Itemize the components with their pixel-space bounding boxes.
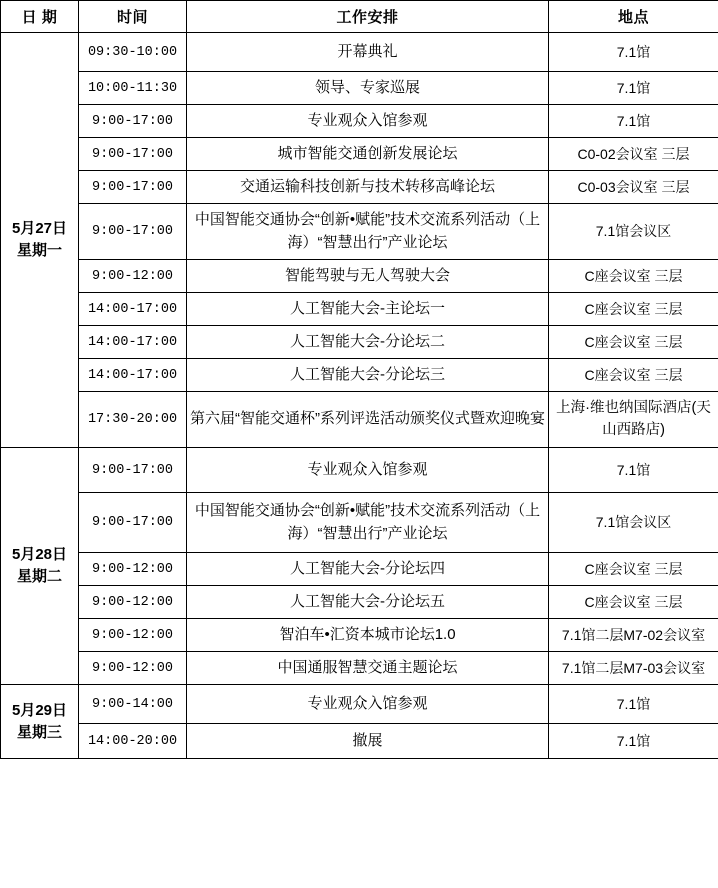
- header-row: [1, 1, 718, 33]
- location-text: C座会议室 三层: [584, 560, 683, 577]
- table-row: [1, 493, 718, 553]
- location-text: C座会议室 三层: [584, 593, 683, 610]
- time-cell: 9:00-17:00: [79, 105, 187, 138]
- location-text: C座会议室 三层: [584, 366, 683, 383]
- table-row: [1, 138, 718, 171]
- table-body: [1, 33, 718, 759]
- location-cell: [549, 392, 718, 448]
- time-cell: 09:30-10:00: [79, 33, 187, 72]
- location-cell: [549, 138, 718, 171]
- activity-cell: 领导、专家巡展: [187, 72, 549, 105]
- table-row: [1, 72, 718, 105]
- location-cell: [549, 359, 718, 392]
- time-cell: 9:00-17:00: [79, 493, 187, 553]
- location-text: 7.1馆二层M7-03会议室: [561, 659, 706, 676]
- time-cell: 14:00-17:00: [79, 359, 187, 392]
- time-cell: 17:30-20:00: [79, 392, 187, 448]
- time-cell: 9:00-17:00: [79, 204, 187, 260]
- activity-cell: 中国智能交通协会“创新•赋能”技术交流系列活动（上海）“智慧出行”产业论坛: [187, 204, 549, 260]
- activity-cell: 撤展: [187, 724, 549, 759]
- activity-cell: 专业观众入馆参观: [187, 448, 549, 493]
- time-cell: 9:00-17:00: [79, 448, 187, 493]
- date-line: 星期一: [16, 242, 62, 259]
- column-header-date: 日 期: [1, 1, 79, 33]
- date-line: 星期三: [16, 723, 62, 741]
- activity-cell: 人工智能大会-分论坛五: [187, 586, 549, 619]
- time-cell: 9:00-17:00: [79, 138, 187, 171]
- time-cell: 9:00-12:00: [79, 260, 187, 293]
- location-text: 7.1馆二层M7-02会议室: [561, 626, 706, 643]
- location-cell: [549, 448, 718, 493]
- date-cell: [1, 685, 79, 759]
- activity-cell: 专业观众入馆参观: [187, 685, 549, 724]
- activity-cell: 交通运输科技创新与技术转移高峰论坛: [187, 171, 549, 204]
- location-cell: [549, 724, 718, 759]
- time-cell: 9:00-12:00: [79, 553, 187, 586]
- location-text: 7.1馆: [616, 732, 651, 749]
- date-line: 5月27日: [11, 220, 68, 238]
- time-cell: 9:00-17:00: [79, 171, 187, 204]
- column-header-activity: 工作安排: [187, 1, 549, 33]
- activity-cell: 开幕典礼: [187, 33, 549, 72]
- activity-cell: 人工智能大会-分论坛三: [187, 359, 549, 392]
- location-text: 7.1馆: [616, 695, 651, 712]
- location-cell: [549, 260, 718, 293]
- activity-cell: 中国通服智慧交通主题论坛: [187, 652, 549, 685]
- time-cell: 14:00-20:00: [79, 724, 187, 759]
- location-cell: [549, 171, 718, 204]
- location-text: 7.1馆: [616, 461, 651, 478]
- table-row: [1, 586, 718, 619]
- activity-cell: 城市智能交通创新发展论坛: [187, 138, 549, 171]
- location-text: 上海·维也纳国际酒店(天山西路店): [556, 400, 711, 438]
- activity-cell: 人工智能大会-分论坛二: [187, 326, 549, 359]
- time-cell: 9:00-12:00: [79, 619, 187, 652]
- time-cell: 9:00-14:00: [79, 685, 187, 724]
- table-row: [1, 392, 718, 448]
- location-text: 7.1馆: [616, 112, 651, 129]
- location-cell: [549, 72, 718, 105]
- table-row: [1, 724, 718, 759]
- location-cell: [549, 619, 718, 652]
- time-cell: 14:00-17:00: [79, 293, 187, 326]
- location-cell: [549, 493, 718, 553]
- table-row: [1, 171, 718, 204]
- activity-cell: 专业观众入馆参观: [187, 105, 549, 138]
- column-header-time: 时间: [79, 1, 187, 33]
- location-cell: [549, 105, 718, 138]
- time-cell: 14:00-17:00: [79, 326, 187, 359]
- activity-cell: 智能驾驶与无人驾驶大会: [187, 260, 549, 293]
- location-text: 7.1馆会议区: [595, 514, 672, 531]
- table-row: [1, 293, 718, 326]
- table-row: [1, 260, 718, 293]
- table-row: [1, 33, 718, 72]
- date-line: 5月29日: [11, 701, 68, 719]
- date-cell: [1, 33, 79, 448]
- table-row: [1, 448, 718, 493]
- table-row: [1, 553, 718, 586]
- table-row: [1, 685, 718, 724]
- location-cell: [549, 33, 718, 72]
- location-cell: [549, 326, 718, 359]
- table-row: [1, 204, 718, 260]
- table-row: [1, 326, 718, 359]
- location-text: 7.1馆: [616, 79, 651, 96]
- table-row: [1, 619, 718, 652]
- activity-cell: 人工智能大会-主论坛一: [187, 293, 549, 326]
- date-cell: [1, 448, 79, 685]
- location-text: 7.1馆会议区: [595, 223, 672, 240]
- location-text: C0-02会议室 三层: [577, 145, 690, 162]
- date-line: 5月28日: [11, 546, 68, 564]
- activity-cell: 智泊车•汇资本城市论坛1.0: [187, 619, 549, 652]
- location-text: C座会议室 三层: [584, 267, 683, 284]
- location-text: C座会议室 三层: [584, 300, 683, 317]
- activity-cell: 第六届“智能交通杯”系列评选活动颁奖仪式暨欢迎晚宴: [187, 392, 549, 448]
- location-cell: [549, 553, 718, 586]
- location-text: C座会议室 三层: [584, 333, 683, 350]
- table-row: [1, 105, 718, 138]
- time-cell: 9:00-12:00: [79, 652, 187, 685]
- table-row: [1, 359, 718, 392]
- location-cell: [549, 685, 718, 724]
- column-header-location: 地点: [549, 1, 718, 33]
- location-text: 7.1馆: [616, 43, 651, 60]
- activity-cell: 人工智能大会-分论坛四: [187, 553, 549, 586]
- location-cell: [549, 293, 718, 326]
- time-cell: 10:00-11:30: [79, 72, 187, 105]
- table-header: [1, 1, 718, 33]
- time-cell: 9:00-12:00: [79, 586, 187, 619]
- location-cell: [549, 204, 718, 260]
- activity-cell: 中国智能交通协会“创新•赋能”技术交流系列活动（上海）“智慧出行”产业论坛: [187, 493, 549, 553]
- table-row: [1, 652, 718, 685]
- location-cell: [549, 652, 718, 685]
- location-cell: [549, 586, 718, 619]
- date-line: 星期二: [16, 568, 62, 585]
- location-text: C0-03会议室 三层: [577, 178, 690, 195]
